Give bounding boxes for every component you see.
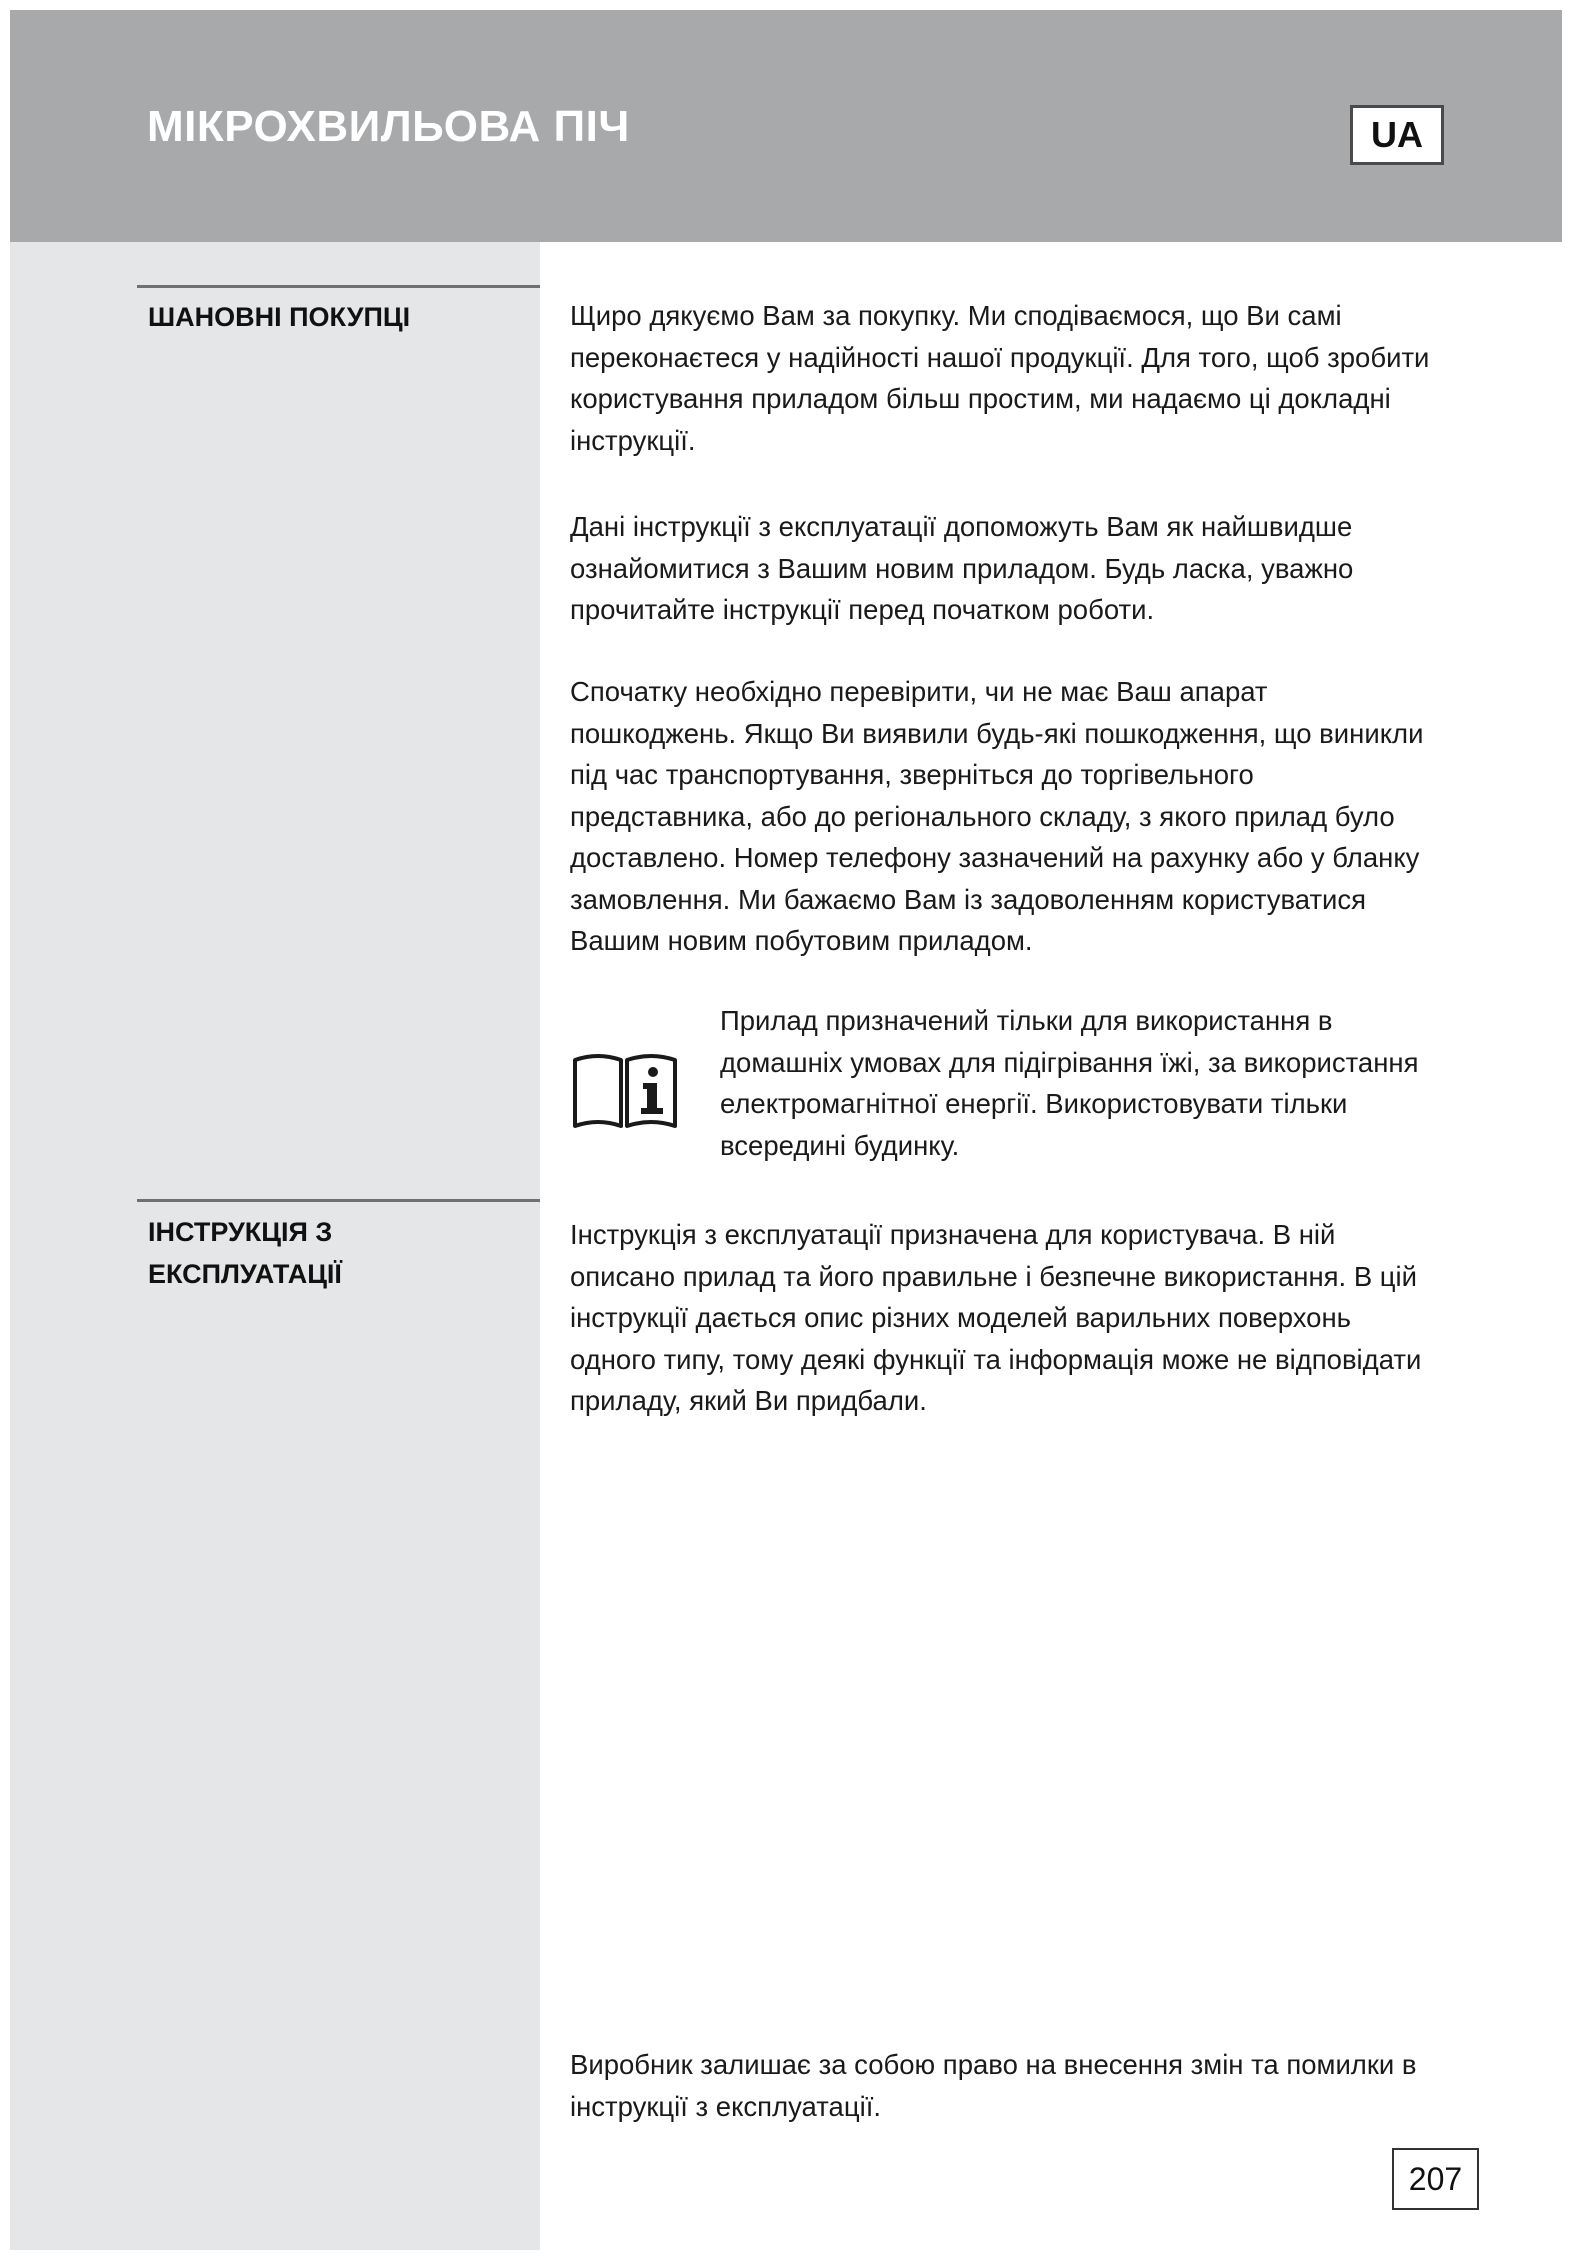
section-heading-dear-customers: ШАНОВНІ ПОКУПЦІ xyxy=(148,302,411,332)
manual-info-icon xyxy=(571,1050,679,1130)
section-divider xyxy=(137,285,540,288)
section-divider xyxy=(137,1199,540,1202)
info-note-usage: Прилад призначений тільки для використання в домашніх умовах для підігрівання їжі, за використання електромагнітної енергії. Використовувати тільки всередині будинку. xyxy=(720,1005,1419,1161)
section-heading-operating-manual: ІНСТРУКЦІЯ З ЕКСПЛУАТАЦІЇ xyxy=(148,1217,342,1289)
language-badge: UA xyxy=(1350,105,1444,165)
intro-paragraph-damage-check: Спочатку необхідно перевірити, чи не має Ваш апарат пошкоджень. Якщо Ви виявили будь-які пошкодження, що виникли під час транспортування, зверніться до торгівельного представника, або до регіонального складу, з якого прилад було доставлено. Номер телефону зазначений на рахунку або у бланку замовлення. Ми бажаємо Вам із задоволенням користуватися Вашим новим побутовим приладом. xyxy=(570,676,1424,956)
page-number: 207 xyxy=(1392,2148,1479,2210)
footer-disclaimer: Виробник залишає за собою право на внесення змін та помилки в інструкції з експлуатації. xyxy=(570,2049,1417,2122)
document-title: МІКРОХВИЛЬОВА ПІЧ xyxy=(147,102,630,151)
page-header xyxy=(10,10,1562,242)
intro-paragraph-read-instructions: Дані інструкції з експлуатації допоможуть Вам як найшвидше ознайомитися з Вашим новим приладом. Будь ласка, уважно прочитайте інструкції перед початком роботи. xyxy=(570,511,1354,625)
manual-description-paragraph: Інструкція з експлуатації призначена для користувача. В ній описано прилад та його правильне і безпечне використання. В цій інструкції дається опис різних моделей варильних поверхонь одного типу, тому деякі функції та інформація може не відповідати приладу, який Ви придбали. xyxy=(570,1219,1422,1416)
intro-paragraph-thanks: Щиро дякуємо Вам за покупку. Ми сподіваємося, що Ви самі переконаєтеся у надійності нашої продукції. Для того, щоб зробити користування приладом більш простим, ми надаємо ці докладні інструкції. xyxy=(570,300,1430,456)
